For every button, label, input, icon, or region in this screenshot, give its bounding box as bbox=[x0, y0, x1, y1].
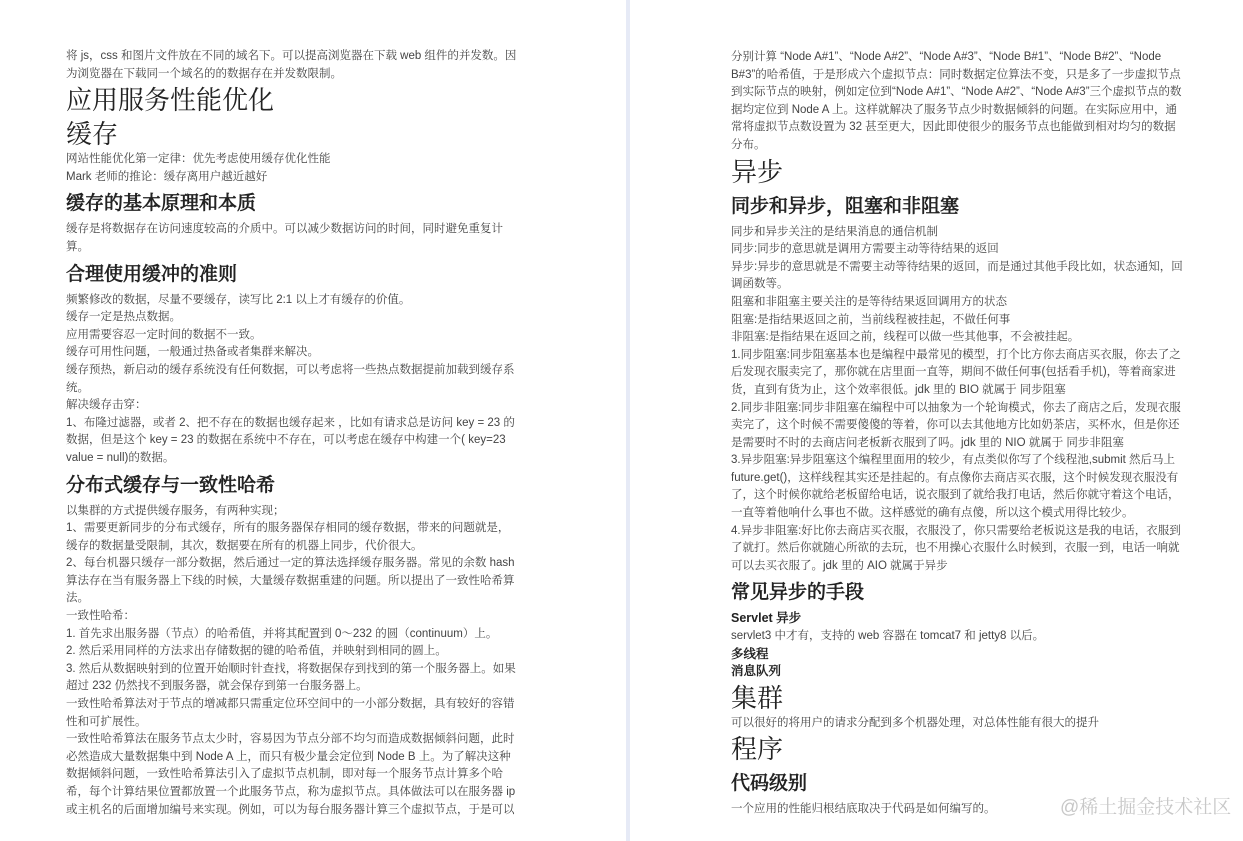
text-line: 或主机名的后面增加编号来实现。例如，可以为每台服务器计算三个虚拟节点，于是可以 bbox=[66, 803, 515, 816]
heading-3: 多线程 bbox=[731, 646, 769, 661]
heading-2: 缓存的基本原理和本质 bbox=[66, 193, 257, 215]
text-line: 了就打。然后你就随心所欲的去玩，也不用操心衣服什么时候到，衣服一到，电话一响就 bbox=[731, 542, 1180, 555]
text-line: 据均定位到 Node A 上。这样就解决了服务节点少时数据倾斜的问题。在实际应用中，通 bbox=[731, 103, 1177, 116]
text-line: 3. 然后从数据映射到的位置开始顺时针查找，将数据保存到找到的第一个服务器上。如果 bbox=[66, 662, 516, 675]
text-line: B#3”的哈希值，于是形成六个虚拟节点：同时数据定位算法不变，只是多了一步虚拟节点 bbox=[731, 68, 1181, 81]
heading-2: 同步和异步，阻塞和非阻塞 bbox=[731, 195, 960, 217]
heading-2: 常见异步的手段 bbox=[731, 582, 865, 604]
text-line: 1、布隆过滤器，或者 2、把不存在的数据也缓存起来 ，比如有请求总是访问 key = 23 的 bbox=[66, 416, 515, 429]
text-line: 解决缓存击穿： bbox=[66, 399, 147, 412]
heading-3: 消息队列 bbox=[731, 664, 782, 679]
text-line: 2.同步非阻塞:同步非阻塞在编程中可以抽象为一个轮询模式，你去了商店之后，发现衣服 bbox=[731, 401, 1181, 414]
page-content bbox=[66, 48, 536, 819]
heading-1: 异步 bbox=[731, 156, 784, 187]
text-line: 可以很好的将用户的请求分配到多个机器处理，对总体性能有很大的提升 bbox=[731, 716, 1099, 729]
text-line: 异步:异步的意思就是不需要主动等待结果的返回，而是通过其他手段比如，状态通知，回 bbox=[731, 260, 1183, 273]
text-line: Mark 老师的推论：缓存离用户越近越好 bbox=[66, 170, 268, 183]
text-line: future.get()，这样线程其实还是挂起的。有点像你去商店买衣服，这个时候发现衣服没有 bbox=[731, 471, 1179, 484]
text-line: 分布。 bbox=[731, 138, 766, 151]
text-line: 一致性哈希： bbox=[66, 610, 135, 623]
page-content bbox=[731, 49, 1201, 819]
text-line: 一致性哈希算法在服务节点太少时，容易因为节点分部不均匀而造成数据倾斜问题，此时 bbox=[66, 733, 515, 746]
text-line: 4.异步非阻塞:好比你去商店买衣服，衣服没了，你只需要给老板说这是我的电话，衣服到 bbox=[731, 524, 1181, 537]
text-line: 为浏览器在下载同一个域名的的数据存在并发数限制。 bbox=[66, 67, 342, 80]
text-line: 一直等着他响什么事也不做。这样感觉的确有点傻，所以这个模式用得比较少。 bbox=[731, 507, 1134, 520]
heading-1: 程序 bbox=[731, 734, 784, 765]
text-line: 以集群的方式提供缓存服务，有两种实现； bbox=[66, 504, 285, 517]
text-line: 一致性哈希算法对于节点的增减都只需重定位环空间中的一小部分数据，具有较好的容错 bbox=[66, 698, 515, 711]
text-line: 了，这个时候你就给老板留给电话，说衣服到了就给我打电话，然后你就守着这个电话， bbox=[731, 489, 1180, 502]
text-line: 频繁修改的数据，尽量不要缓存，读写比 2:1 以上才有缓存的价值。 bbox=[66, 293, 411, 306]
document-page-right bbox=[630, 0, 1243, 841]
text-line: 2、每台机器只缓存一部分数据，然后通过一定的算法选择缓存服务器。常见的余数 hash bbox=[66, 557, 515, 570]
text-line: 法。 bbox=[66, 592, 89, 605]
text-line: 数据，但是这个 key = 23 的数据在系统中不存在，可以考虑在缓存中构建一个( key=23 bbox=[66, 434, 506, 447]
heading-2: 代码级别 bbox=[731, 773, 808, 795]
text-line: 希，每个计算结果位置都放置一个此服务节点，称为虚拟节点。具体做法可以在服务器 ip bbox=[66, 786, 516, 798]
text-line: 统。 bbox=[66, 381, 89, 394]
text-line: 网站性能优化第一定律：优先考虑使用缓存优化性能 bbox=[66, 153, 331, 166]
text-line: 超过 232 仍然找不到服务器，就会保存到第一台服务器上。 bbox=[66, 680, 368, 693]
text-line: 缓存是将数据存在访问速度较高的介质中。可以减少数据访问的时间，同时避免重复计 bbox=[66, 223, 503, 236]
text-line: 货，直到有货为止，这个效率很低。jdk 里的 BIO 就属于 同步阻塞 bbox=[731, 383, 1066, 396]
text-line: 卖完了，这个时候不需要傻傻的等着，你可以去其他地方比如奶茶店，买杯水，但是你还 bbox=[731, 419, 1180, 432]
heading-2: 分布式缓存与一致性哈希 bbox=[66, 474, 276, 496]
text-line: servlet3 中才有，支持的 web 容器在 tomcat7 和 jetty8 以后。 bbox=[731, 630, 1045, 643]
text-line: 同步:同步的意思就是调用方需要主动等待结果的返回 bbox=[731, 243, 999, 256]
text-line: 应用需要容忍一定时间的数据不一致。 bbox=[66, 328, 262, 341]
text-line: 必然造成大量数据集中到 Node A 上，而只有极少量会定位到 Node B 上。为了解决这种 bbox=[66, 750, 511, 763]
text-line: 缓存可用性问题，一般通过热备或者集群来解决。 bbox=[66, 346, 319, 359]
text-line: 后发现衣服卖完了，那你就在店里面一直等，期间不做任何事(包括看手机)，等着商家进 bbox=[731, 366, 1176, 379]
text-line: 调函数等。 bbox=[731, 278, 789, 291]
text-line: 1.同步阻塞:同步阻塞基本也是编程中最常见的模型，打个比方你去商店买衣服，你去了之 bbox=[731, 348, 1181, 361]
heading-2: 合理使用缓冲的准则 bbox=[66, 263, 238, 285]
text-line: 算法存在当有服务器上下线的时候，大量缓存数据重建的问题。所以提出了一致性哈希算 bbox=[66, 574, 515, 587]
text-line: 缓存预热，新启动的缓存系统没有任何数据，可以考虑将一些热点数据提前加载到缓存系 bbox=[66, 363, 515, 376]
text-line: 阻塞和非阻塞主要关注的是等待结果返回调用方的状态 bbox=[731, 295, 1007, 308]
text-line: 1. 首先求出服务器（节点）的哈希值，并将其配置到 0～232 的圆（continuum）上。 bbox=[66, 627, 498, 640]
text-line: 将 js，css 和图片文件放在不同的域名下。可以提高浏览器在下载 web 组件的并发数。因 bbox=[66, 50, 517, 62]
heading-1: 缓存 bbox=[66, 119, 119, 150]
text-line: 可以去买衣服了。jdk 里的 AIO 就属于异步 bbox=[731, 559, 948, 572]
text-line: 到实际节点的映射，例如定位到“Node A#1”、“Node A#2”、“Node A#3”三个虚拟节点的数 bbox=[731, 86, 1182, 99]
text-line: 非阻塞:是指结果在返回之前，线程可以做一些其他事，不会被挂起。 bbox=[731, 331, 1080, 344]
text-line: 缓存的数据量受限制，其次，数据要在所有的机器上同步，代价很大。 bbox=[66, 539, 423, 552]
heading-1: 集群 bbox=[731, 682, 784, 713]
text-line: 同步和异步关注的是结果消息的通信机制 bbox=[731, 225, 938, 238]
text-line: 2. 然后采用同样的方法求出存储数据的键的哈希值，并映射到相同的圆上。 bbox=[66, 645, 447, 658]
watermark: @稀土掘金技术社区 bbox=[1060, 797, 1232, 818]
text-line: 是需要时不时的去商店问老板新衣服到了吗。jdk 里的 NIO 就属于 同步非阻塞 bbox=[731, 436, 1124, 449]
text-line: 一个应用的性能归根结底取决于代码是如何编写的。 bbox=[731, 803, 996, 816]
text-line: value = null)的数据。 bbox=[66, 451, 175, 464]
heading-3: Servlet 异步 bbox=[731, 611, 802, 626]
text-line: 性和可扩展性。 bbox=[66, 715, 147, 728]
text-line: 算。 bbox=[66, 240, 89, 253]
text-line: 数据倾斜问题，一致性哈希算法引入了虚拟节点机制，即对每一个服务节点计算多个哈 bbox=[66, 768, 503, 781]
text-line: 阻塞:是指结果返回之前，当前线程被挂起，不做任何事 bbox=[731, 313, 1011, 326]
heading-1: 应用服务性能优化 bbox=[66, 85, 275, 116]
text-line: 3.异步阻塞:异步阻塞这个编程里面用的较少，有点类似你写了个线程池,submit 然后马上 bbox=[731, 454, 1176, 467]
text-line: 分别计算 “Node A#1”、“Node A#2”、“Node A#3”、“Node B#1”、“Node B#2”、“Node bbox=[731, 51, 1162, 63]
text-line: 缓存一定是热点数据。 bbox=[66, 311, 181, 324]
text-line: 常将虚拟节点数设置为 32 甚至更大，因此即使很少的服务节点也能做到相对均匀的数据 bbox=[731, 121, 1176, 134]
text-line: 1、需要更新同步的分布式缓存，所有的服务器保存相同的缓存数据，带来的问题就是， bbox=[66, 522, 510, 535]
